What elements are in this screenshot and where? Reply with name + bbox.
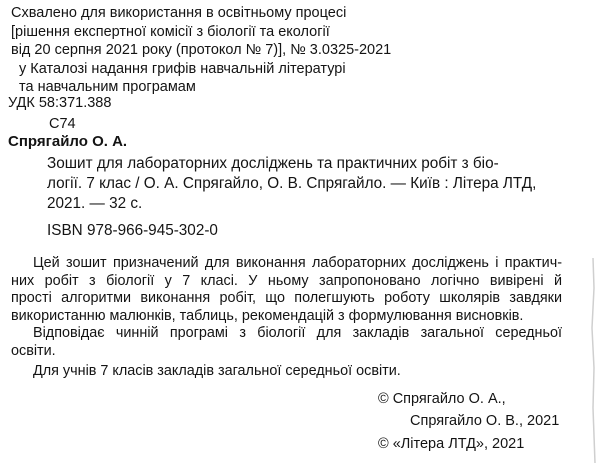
- udc-code: УДК 58:371.388: [8, 95, 112, 111]
- approval-line: та навчальним програмам: [19, 79, 196, 95]
- approval-line: Схвалено для використання в освітньому процесі: [11, 5, 347, 21]
- annotation-line: них робіт з біології у 7 класі. У ньому запропоновано логічно вивірені й: [11, 272, 562, 289]
- bibliographic-description: [47, 154, 588, 214]
- annotation-line: Для учнів 7 класів закладів загальної середньої освіти.: [33, 363, 401, 379]
- approval-line: від 20 серпня 2021 року (протокол № 7)], № 3.0325-2021: [11, 42, 392, 58]
- biblio-line: Зошит для лабораторних досліджень та практичних робіт з біо-: [47, 155, 499, 172]
- biblio-line: 2021. — 32 с.: [47, 195, 143, 212]
- copyright-line: Спрягайло О. В., 2021: [410, 413, 560, 429]
- approval-line: [рішення експертної комісії з біології та екології: [11, 23, 330, 40]
- annotation: [0, 255, 600, 381]
- annotation-line: Цей зошит призначений для виконання лабораторних досліджень і практич-: [33, 255, 562, 271]
- annotation-line: прості алгоритми виконання робіт, що полегшують роботу школярів завдяки: [11, 290, 562, 306]
- author-mark: С74: [49, 116, 76, 132]
- copyright-line: © Спрягайло О. А.,: [378, 391, 506, 407]
- author-heading: Спрягайло О. А.: [8, 133, 128, 150]
- copyright-line: © «Літера ЛТД», 2021: [378, 436, 525, 452]
- page-edge-shadow: [590, 258, 600, 463]
- biblio-line: логії. 7 клас / О. А. Спрягайло, О. В. Спрягайло. — Київ : Літера ЛТД,: [47, 175, 537, 192]
- approval-statement: [11, 4, 391, 97]
- isbn: ISBN 978-966-945-302-0: [47, 222, 218, 239]
- annotation-line: використанню малюнків, таблиць, рекомендацій з формулювання висновків.: [11, 307, 524, 324]
- annotation-line: освіти.: [11, 342, 56, 359]
- annotation-line: Відповідає чинній програмі з біології для закладів загальної середньої: [33, 325, 562, 341]
- approval-line: у Каталозі надання грифів навчальній літературі: [19, 60, 346, 77]
